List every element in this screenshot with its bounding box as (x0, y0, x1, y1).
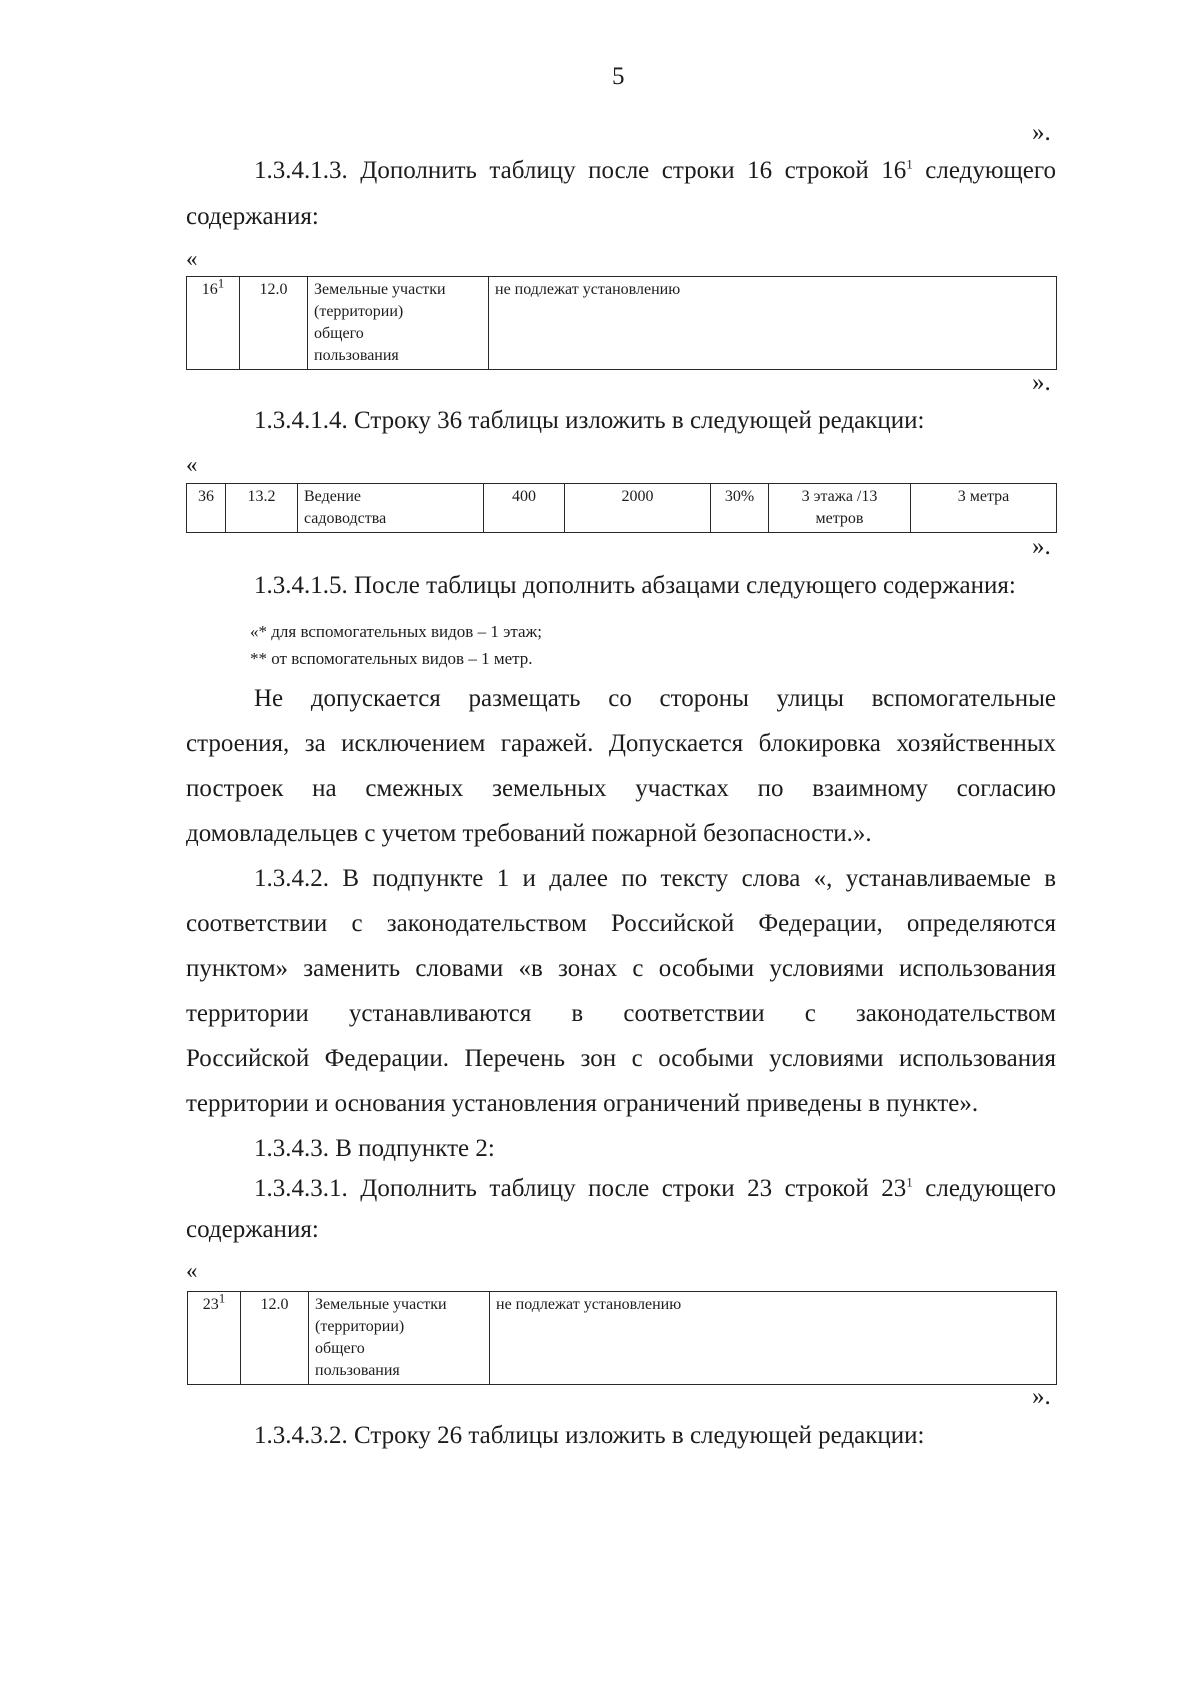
cell-value: не подлежат установлению (490, 1292, 1057, 1385)
paragraph-1-3-4-3-2: 1.3.4.3.2. Строку 26 таблицы изложить в следующей редакции: (254, 1422, 925, 1449)
paragraph-text: 1.3.4.3.1. Дополнить таблицу после строки 23 строкой 23 (254, 1175, 907, 1202)
cell-code: 13.2 (226, 484, 298, 533)
cell-floors: 3 этажа /13 метров (769, 484, 911, 533)
cell-code: 12.0 (241, 1292, 309, 1385)
paragraph-line: территории и основания установления ограничений приведены в пункте». (186, 1090, 979, 1117)
cell-max-area: 2000 (565, 484, 711, 533)
cell-code: 12.0 (240, 277, 308, 370)
cell-row-number: $16^1$ (187, 277, 240, 370)
cell-percent: 30% (711, 484, 769, 533)
paragraph-text: следующего (912, 157, 1056, 184)
cell-row-number: $23^1$ (188, 1292, 241, 1385)
paragraph-line: строения, за исключением гаражей. Допускается блокировка хозяйственных (186, 730, 1056, 757)
paragraph-text: следующего (912, 1175, 1056, 1202)
table-row-23-1 (187, 1291, 1057, 1385)
cell-value: не подлежат установлению (489, 277, 1057, 370)
cell-name: Земельные участки (территории) общего пользования (308, 277, 489, 370)
cell-name: Земельные участки (территории) общего пользования (309, 1292, 490, 1385)
superscript: 1 (906, 156, 913, 172)
paragraph-line: Российской Федерации. Перечень зон с особыми условиями использования (186, 1045, 1056, 1072)
paragraph-1-3-4-3: 1.3.4.3. В подпункте 2: (254, 1135, 495, 1162)
closing-quote: ». (1032, 119, 1051, 146)
paragraph-text: 1.3.4.1.3. Дополнить таблицу после строки 16 строкой 16 (254, 157, 907, 184)
cell-min-area: 400 (484, 484, 565, 533)
opening-quote: « (186, 246, 198, 271)
paragraph-1-3-4-1-5: 1.3.4.1.5. После таблицы дополнить абзацами следующего содержания: (254, 572, 1016, 599)
closing-quote: ». (1032, 533, 1051, 560)
paragraph-line: соответствии с законодательством Российской Федерации, определяются (186, 910, 1056, 937)
paragraph-line: домовладельцев с учетом требований пожарной безопасности.». (186, 820, 872, 847)
footnote-1: «* для вспомогательных видов – 1 этаж; (250, 622, 543, 641)
opening-quote: « (186, 452, 198, 477)
paragraph-continuation: содержания: (186, 203, 319, 230)
paragraph-line: Не допускается размещать со стороны улицы вспомогательные (254, 685, 1056, 712)
paragraph-line: пунктом» заменить словами «в зонах с особыми условиями использования (186, 955, 1056, 982)
table-row-36 (186, 483, 1057, 533)
opening-quote: « (186, 1258, 198, 1283)
cell-row-number: 36 (187, 484, 226, 533)
paragraph-continuation: содержания: (186, 1216, 319, 1243)
superscript: 1 (906, 1174, 913, 1190)
closing-quote: ». (1032, 1383, 1051, 1410)
table-row-16-1 (186, 276, 1057, 370)
page-number: 5 (612, 63, 625, 90)
footnote-2: ** от вспомогательных видов – 1 метр. (250, 649, 533, 668)
paragraph-1-3-4-1-3 (254, 156, 1056, 186)
paragraph-1-3-4-1-4: 1.3.4.1.4. Строку 36 таблицы изложить в следующей редакции: (254, 407, 925, 434)
paragraph-line: 1.3.4.2. В подпункте 1 и далее по тексту слова «, устанавливаемые в (254, 865, 1056, 892)
paragraph-1-3-4-3-1 (254, 1174, 1056, 1204)
paragraph-line: построек на смежных земельных участках по взаимному согласию (186, 775, 1056, 802)
cell-name: Ведение садоводства (298, 484, 484, 533)
cell-setback: 3 метра (911, 484, 1057, 533)
paragraph-line: территории устанавливаются в соответствии с законодательством (186, 1000, 1056, 1027)
closing-quote: ». (1032, 369, 1051, 396)
